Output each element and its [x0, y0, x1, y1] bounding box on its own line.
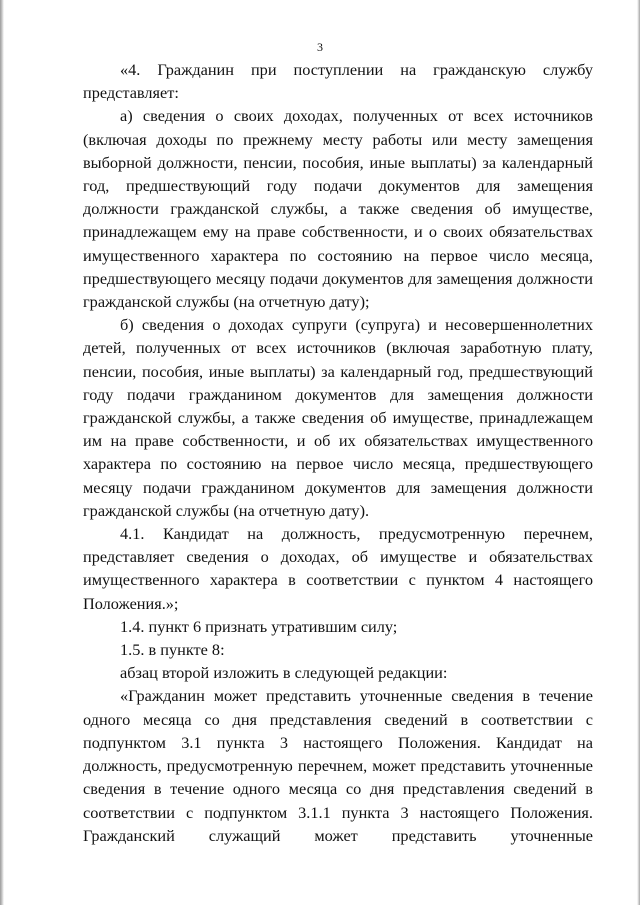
document-body: [83, 58, 593, 847]
paragraph-amendment-intro: абзац второй изложить в следующей редакции:: [120, 663, 448, 683]
paragraph-subclause-b: б) сведения о доходах супруги (супруга) и несовершеннолетних детей, полученных от всех источников (включая заработную плату, пенсии, пособия, иные выплаты) за календарный год, предшествующий году подачи гражданином документов для замещения должности гражданской службы, а также сведения об имуществе, принадлежащем им на праве собственности, и об их обязательствах имущественного характера по состоянию на первое число месяца, предшествующего месяцу подачи гражданином документов для замещения должности гражданской службы (на отчетную дату).: [83, 315, 593, 520]
scan-edge-left: [0, 0, 4, 905]
paragraph-clause-4-1: 4.1. Кандидат на должность, предусмотренную перечнем, представляет сведения о доходах, об имуществе и обязательствах имущественного характера в соответствии с пунктом 4 настоящего Положения.»;: [83, 524, 593, 613]
paragraph-clause-4: «4. Гражданин при поступлении на гражданскую службу представляет:: [83, 60, 593, 103]
paragraph-item-1-5: 1.5. в пункте 8:: [120, 640, 225, 660]
paragraph-subclause-a: а) сведения о своих доходах, полученных от всех источников (включая доходы по прежнему месту работы или месту замещения выборной должности, пенсии, пособия, иные выплаты) за календарный год, предшествующий году подачи документов для замещения должности гражданской службы, а также сведения об имуществе, принадлежащем ему на праве собственности, и о своих обязательствах имущественного характера по состоянию на первое число месяца, предшествующего месяцу подачи документов для замещения должности гражданской службы (на отчетную дату);: [83, 106, 593, 312]
paragraph-item-1-4: 1.4. пункт 6 признать утратившим силу;: [120, 616, 398, 636]
page-number: 3: [317, 40, 323, 54]
paragraph-amendment-text: «Гражданин может представить уточненные сведения в течение одного месяца со дня представления сведений в соответствии с подпунктом 3.1 пункта 3 настоящего Положения. Кандидат на должность, предусмотренную перечнем, может представить уточненные сведения в течение одного месяца со дня представления сведений в соответствии с подпунктом 3.1.1 пункта 3 настоящего Положения. Гражданский служащий может представить уточненные: [83, 686, 593, 845]
